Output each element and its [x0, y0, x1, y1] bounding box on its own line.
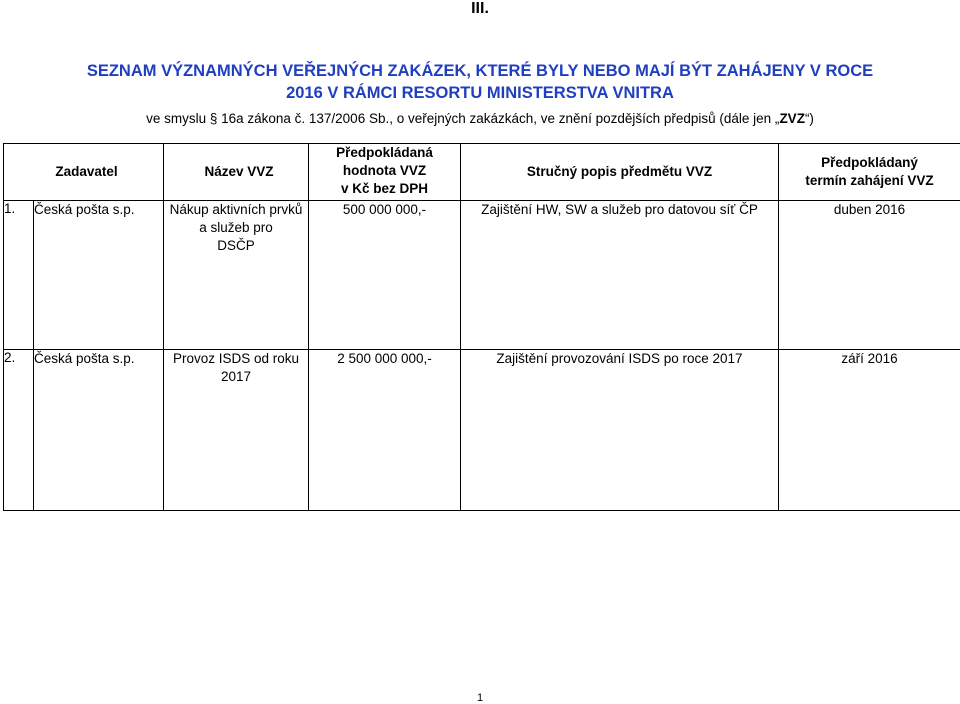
row-zadavatel: Česká pošta s.p. — [34, 350, 164, 511]
row-number: 1. — [4, 201, 34, 350]
document-title — [0, 60, 960, 104]
header-hodnota: Předpokládaná hodnota VVZ v Kč bez DPH — [309, 144, 461, 201]
row-popis: Zajištění provozování ISDS po roce 2017 — [461, 350, 779, 511]
row-nazev: Nákup aktivních prvků a služeb pro DSČP — [164, 201, 309, 350]
row-zadavatel: Česká pošta s.p. — [34, 201, 164, 350]
row-hodnota: 500 000 000,- — [309, 201, 461, 350]
subtitle-prefix: ve smyslu § 16a zákona č. 137/2006 Sb., o veřejných zakázkách, ve znění pozdějších předpisů (dále jen „ — [146, 111, 780, 126]
table-row — [4, 350, 960, 511]
document-subtitle — [0, 110, 960, 128]
contracts-table — [3, 143, 960, 511]
row-number: 2. — [4, 350, 34, 511]
subtitle-abbreviation: ZVZ — [779, 111, 805, 126]
header-popis: Stručný popis předmětu VVZ — [461, 144, 779, 201]
header-nazev: Název VVZ — [164, 144, 309, 201]
subtitle-suffix: “) — [804, 111, 814, 126]
row-termin: duben 2016 — [779, 201, 960, 350]
table-header-row — [4, 144, 960, 201]
row-nazev: Provoz ISDS od roku 2017 — [164, 350, 309, 511]
row-hodnota: 2 500 000 000,- — [309, 350, 461, 511]
title-line-2: 2016 V RÁMCI RESORTU MINISTERSTVA VNITRA — [286, 84, 674, 102]
title-line-1: SEZNAM VÝZNAMNÝCH VEŘEJNÝCH ZAKÁZEK, KTERÉ BYLY NEBO MAJÍ BÝT ZAHÁJENY V ROCE — [86, 62, 874, 80]
table-row — [4, 201, 960, 350]
header-termin: Předpokládaný termín zahájení VVZ — [779, 144, 960, 201]
header-zadavatel: Zadavatel — [4, 144, 164, 201]
page-number: 1 — [476, 692, 484, 704]
section-number: III. — [471, 0, 489, 17]
row-termin: září 2016 — [779, 350, 960, 511]
row-popis: Zajištění HW, SW a služeb pro datovou síť ČP — [461, 201, 779, 350]
